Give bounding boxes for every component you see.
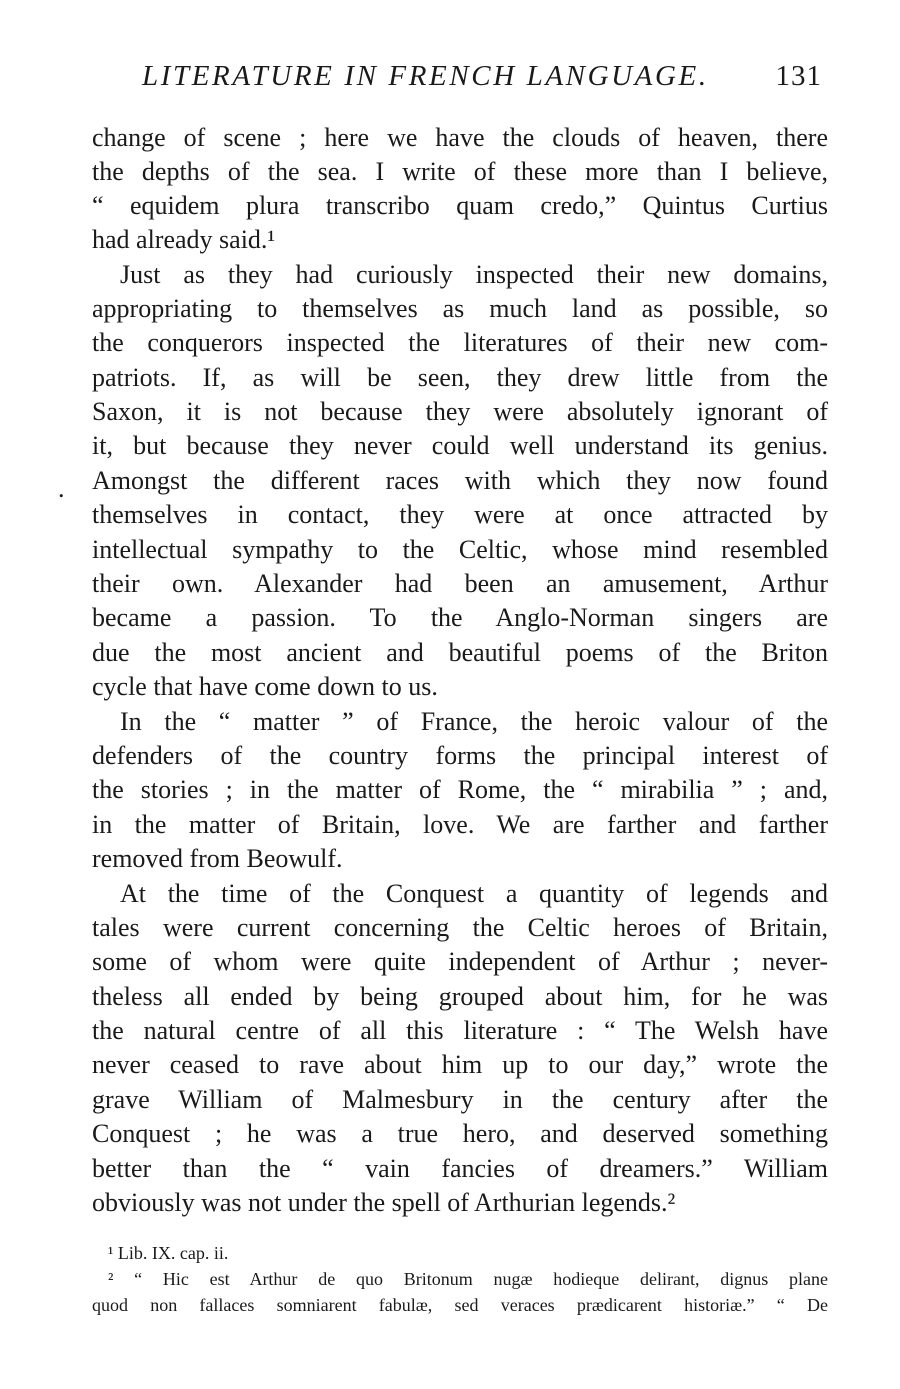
text-line: the natural centre of all this literature : “ The Welsh have xyxy=(92,1016,828,1045)
text-line: tales were current concerning the Celtic heroes of Britain, xyxy=(92,913,828,942)
running-title: LITERATURE IN FRENCH LANGUAGE. xyxy=(142,60,709,92)
text-line: theless all ended by being grouped about him, for he was xyxy=(92,982,828,1011)
text-line: the stories ; in the matter of Rome, the “ mirabilia ” ; and, xyxy=(92,775,828,804)
text-line: appropriating to themselves as much land as possible, so xyxy=(92,294,828,323)
text-line: their own. Alexander had been an amusement, Arthur xyxy=(92,569,828,598)
text-line: Saxon, it is not because they were absolutely ignorant of xyxy=(92,397,828,426)
text-line: due the most ancient and beautiful poems of the Briton xyxy=(92,638,828,667)
footnote-1: ¹ Lib. IX. cap. ii. xyxy=(108,1243,229,1263)
text-line: grave William of Malmesbury in the century after the xyxy=(92,1085,828,1114)
text-line: removed from Beowulf. xyxy=(92,844,343,873)
text-line: defenders of the country forms the principal interest of xyxy=(92,741,828,770)
text-line: better than the “ vain fancies of dreamers.” William xyxy=(92,1154,828,1183)
text-line: themselves in contact, they were at once attracted by xyxy=(92,500,828,529)
text-line: it, but because they never could well understand its genius. xyxy=(92,431,828,460)
text-line: In the “ matter ” of France, the heroic valour of the xyxy=(120,707,828,736)
text-line: in the matter of Britain, love. We are farther and farther xyxy=(92,810,828,839)
page-number: 131 xyxy=(775,60,822,92)
footnote-2: ² “ Hic est Arthur de quo Britonum nugæ hodieque delirant, dignus plane xyxy=(108,1269,828,1289)
text-line: cycle that have come down to us. xyxy=(92,672,438,701)
text-line: patriots. If, as will be seen, they drew little from the xyxy=(92,363,828,392)
text-line: had already said.¹ xyxy=(92,225,276,254)
running-header xyxy=(92,60,828,100)
text-line: some of whom were quite independent of Arthur ; never- xyxy=(92,947,828,976)
text-line: At the time of the Conquest a quantity of legends and xyxy=(120,879,828,908)
text-line: Conquest ; he was a true hero, and deserved something xyxy=(92,1119,828,1148)
text-line: became a passion. To the Anglo-Norman singers are xyxy=(92,603,828,632)
text-line: the depths of the sea. I write of these more than I believe, xyxy=(92,157,828,186)
text-line: “ equidem plura transcribo quam credo,” Quintus Curtius xyxy=(92,191,828,220)
text-line: Just as they had curiously inspected their new domains, xyxy=(120,260,828,289)
footnote-2-continued: quod non fallaces somniarent fabulæ, sed veraces prædicarent historiæ.” “ De xyxy=(92,1295,828,1315)
text-line: obviously was not under the spell of Arthurian legends.² xyxy=(92,1188,676,1217)
text-line: never ceased to rave about him up to our day,” wrote the xyxy=(92,1050,828,1079)
text-line: intellectual sympathy to the Celtic, whose mind resembled xyxy=(92,535,828,564)
margin-mark: . xyxy=(58,474,65,503)
text-line: the conquerors inspected the literatures of their new com- xyxy=(92,328,828,357)
text-line: change of scene ; here we have the clouds of heaven, there xyxy=(92,123,828,152)
text-line: Amongst the different races with which they now found xyxy=(92,466,828,495)
